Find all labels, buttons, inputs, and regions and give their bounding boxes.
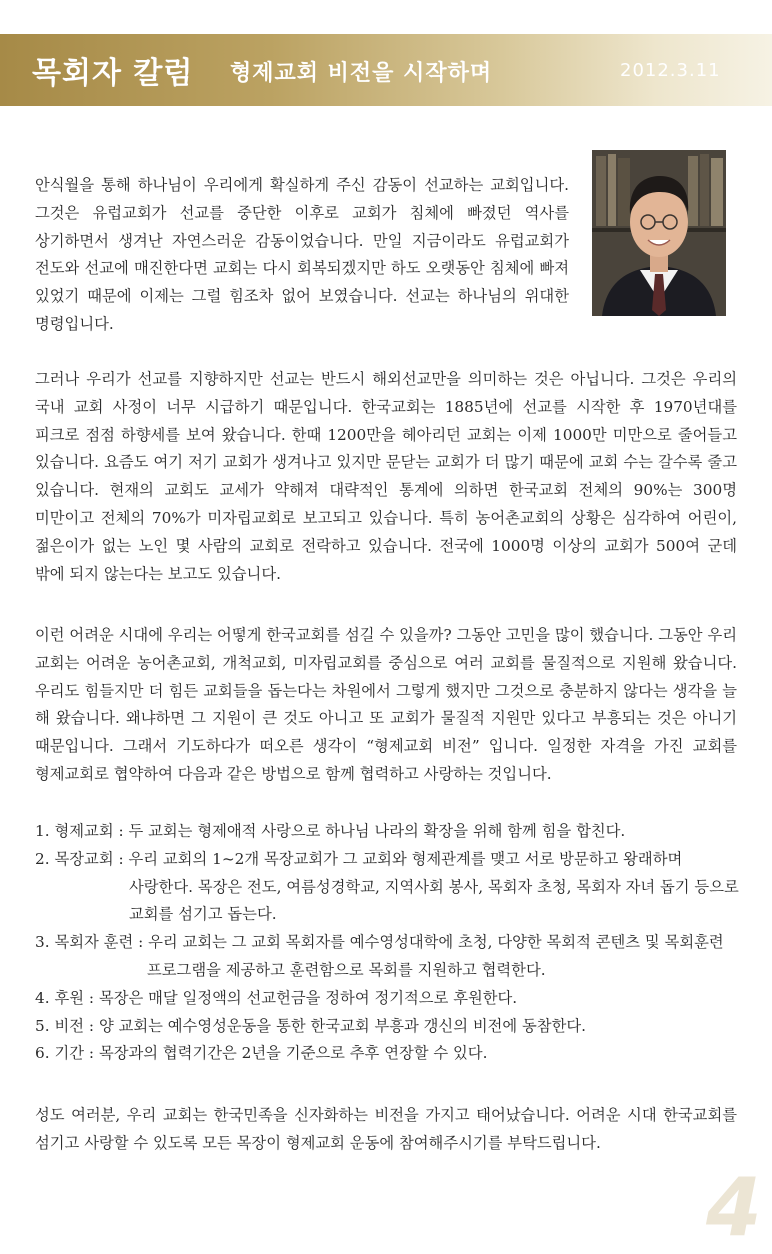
- list-item-number: 1.: [35, 822, 50, 840]
- list-item-description: 두 교회는 형제애적 사랑으로 하나님 나라의 확장을 위해 함께 힘을 합친다.: [128, 822, 626, 840]
- pastor-portrait-image: [592, 150, 726, 316]
- paragraph-intro: 안식월을 통해 하나님이 우리에게 확실하게 주신 감동이 선교하는 교회입니다. 그것은 유럽교회가 선교를 중단한 이후로 교회가 침체에 빠졌던 역사를 상기하면서 생겨난 자연스러운 감동이었습니다. 만일 지금이라도 유럽교회가 전도와 선교에 매진한다면 교회는 다시 회복되겠지만 하도 오랫동안 침체에 빠져 있었기 때문에 이제는 그럴 힘조차 없어 보였습니다. 선교는 하나님의 위대한 명령입니다.: [35, 176, 569, 333]
- list-item-heading: 기간 :: [54, 1044, 95, 1063]
- list-item: [35, 985, 747, 1013]
- paragraph-vision: 이런 어려운 시대에 우리는 어떻게 한국교회를 섬길 수 있을까? 그동안 고민을 많이 했습니다. 그동안 우리 교회는 어려운 농어촌교회, 개척교회, 미자립교회를 중심으로 여러 교회를 물질적으로 지원해 왔습니다. 우리도 힘들지만 더 힘든 교회들을 돕는다는 차원에서 그렇게 했지만 그것으로 충분하지 않다는 생각을 늘 해 왔습니다. 왜냐하면 그 지원이 큰 것도 아니고 또 교회가 물질적 지원만 있다고 부흥되는 것은 아니기 때문입니다. 그래서 기도하다가 떠오른 생각이 “형제교회 비전” 입니다. 일정한 자격을 가진 교회를 형제교회로 협약하여 다음과 같은 방법으로 함께 협력하고 사랑하는 것입니다.: [35, 626, 737, 783]
- column-header: [0, 34, 772, 106]
- list-item: [35, 929, 747, 985]
- column-title: 목회자 칼럼: [32, 56, 194, 91]
- list-item-heading: 목장교회 :: [54, 849, 124, 868]
- paragraph-closing: 성도 여러분, 우리 교회는 한국민족을 신자화하는 비전을 가지고 태어났습니다. 어려운 시대 한국교회를 섬기고 사랑할 수 있도록 모든 목장이 형제교회 운동에 참여해주시기를 부탁드립니다.: [35, 1106, 737, 1152]
- list-item-description: 양 교회는 예수영성운동을 통한 한국교회 부흥과 갱신의 비전에 동참한다.: [98, 1016, 587, 1035]
- list-item-number: 6.: [35, 1044, 50, 1063]
- list-item-heading: 비전 :: [54, 1016, 95, 1035]
- paragraph-context: 그러나 우리가 선교를 지향하지만 선교는 반드시 해외선교만을 의미하는 것은 아닙니다. 그것은 우리의 국내 교회 사정이 너무 시급하기 때문입니다. 한국교회는 1885년에 선교를 시작한 후 1970년대를 피크로 점점 하향세를 보여 왔습니다. 한때 1200만을 헤아리던 교회는 이제 1000만 미만으로 줄어들고 있습니다. 요즘도 여기 저기 교회가 생겨나고 있지만 문닫는 교회가 더 많기 때문에 교회 수는 갈수록 줄고 있습니다. 현재의 교회도 교세가 약해져 대략적인 통계에 의하면 한국교회 전체의 90%는 300명 미만이고 전체의 70%가 미자립교회로 보고되고 있습니다. 특히 농어촌교회의 상황은 심각하여 어린이, 젊은이가 없는 노인 몇 사람의 교회로 전락하고 있습니다. 전국에 1000명 이상의 교회가 500여 군데 밖에 되지 않는다는 보고도 있습니다.: [35, 370, 737, 583]
- list-item: [35, 818, 747, 846]
- list-item-heading: 형제교회 :: [54, 822, 124, 840]
- list-item-heading: 목회자 훈련 :: [54, 933, 144, 952]
- list-item: [35, 1013, 747, 1041]
- list-item: [35, 1040, 747, 1068]
- vision-list: [35, 818, 747, 1068]
- pastor-photo: [592, 150, 726, 316]
- list-item-description: 목장과의 협력기간은 2년을 기준으로 추후 연장할 수 있다.: [98, 1044, 488, 1063]
- list-item: [35, 846, 747, 929]
- list-item-number: 3.: [35, 933, 50, 952]
- list-item-description: 우리 교회의 1~2개 목장교회가 그 교회와 형제관계를 맺고 서로 방문하고 왕래하며 사랑한다. 목장은 전도, 여름성경학교, 지역사회 봉사, 목회자 초청, 목회자 자녀 돕기 등으로 교회를 섬기고 돕는다.: [128, 849, 739, 924]
- list-item-heading: 후원 :: [54, 988, 95, 1007]
- list-item-number: 4.: [35, 988, 50, 1007]
- list-item-description: 목장은 매달 일정액의 선교헌금을 정하여 정기적으로 후원한다.: [98, 988, 518, 1007]
- column-date: 2012.3.11: [620, 60, 721, 81]
- column-subtitle: 형제교회 비전을 시작하며: [230, 61, 493, 86]
- list-item-description: 우리 교회는 그 교회 목회자를 예수영성대학에 초청, 다양한 목회적 콘텐츠 및 목회훈련 프로그램을 제공하고 훈련함으로 목회를 지원하고 협력한다.: [147, 933, 724, 979]
- list-item-number: 5.: [35, 1016, 50, 1035]
- page-number: 4: [706, 1161, 762, 1254]
- list-item-number: 2.: [35, 849, 50, 868]
